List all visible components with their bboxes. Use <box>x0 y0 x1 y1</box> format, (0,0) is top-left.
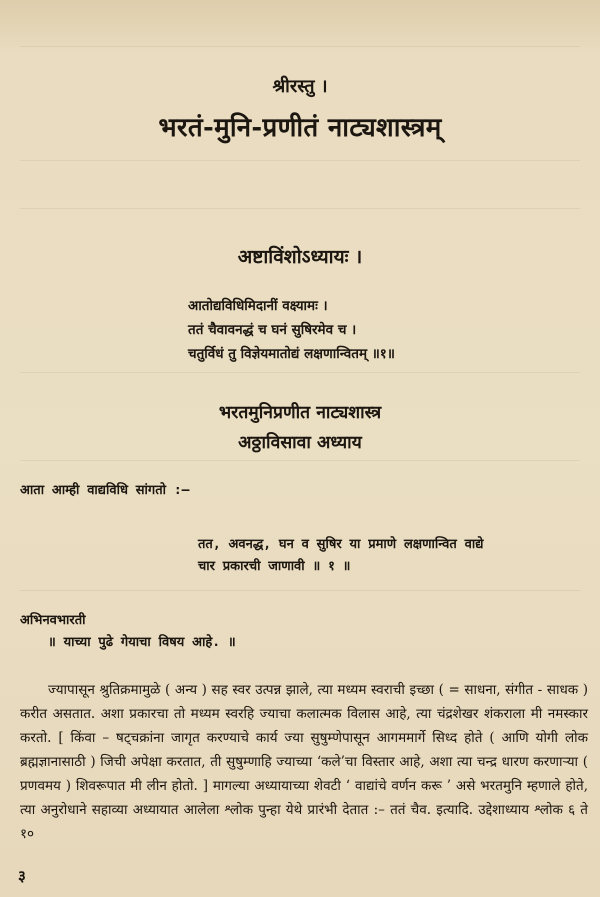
translation-line: तत, अवनद्ध, घन व सुषिर या प्रमाणे लक्षणान्वित वाद्ये <box>198 537 484 552</box>
bleed-through-line <box>20 160 580 161</box>
translation-line: चार प्रकारची जाणावी ॥ १ ॥ <box>198 559 351 574</box>
abhinava-title: अभिनवभारती <box>20 613 86 628</box>
verse-line: ततं चैवावनद्धं च घनं सुषिरमेव च । <box>188 322 357 338</box>
verse-line: चतुर्विधं तु विज्ञेयमातोद्यं लक्षणान्वितम् ॥१॥ <box>188 346 395 362</box>
marathi-title: भरतमुनिप्रणीत नाट्यशास्त्र <box>218 403 382 423</box>
bleed-through-line <box>20 46 580 47</box>
main-title: भरतं-मुनि-प्रणीतं नाट्यशास्त्रम् <box>158 113 442 143</box>
marathi-chapter-title: अठ्ठाविसावा अध्याय <box>238 433 362 453</box>
intro-line: आता आम्ही वाद्यविधि सांगतो :– <box>20 483 190 498</box>
bleed-through-line <box>20 372 580 373</box>
bleed-through-line <box>20 590 580 591</box>
chapter-title: अष्टाविंशोऽध्यायः । <box>237 246 363 268</box>
sanskrit-verse <box>188 294 395 366</box>
page-number: ३ <box>18 867 26 885</box>
commentary-paragraph: ज्यापासून श्रुतिक्रमामुळे ( अन्य ) सह स्वर उत्पन्न झाले, त्या मध्यम स्वराची इच्छा ( = साधना, संगीत - साधक ) करीत असतात. अशा प्रकारचा तो मध्यम स्वरहि ज्याचा कलात्मक विलास आहे, त्या चंद्रशेखर शंकराला मी नमस्कार करतो. [ किंवा – षट्चक्रांना जागृत करण्याचे कार्य ज्या सुषुम्णेपासून आगममार्गे सिध्द होते ( आणि योगी लोक ब्रह्मज्ञानासाठी ) जिची अपेक्षा करतात, ती सुषुम्णाहि ज्याच्या ‘कले’चा विस्तार आहे, अशा त्या चन्द्र धारण करणाऱ्या ( प्रणवमय ) शिवरूपात मी लीन होतो. ] मागल्या अध्यायाच्या शेवटी ‘ वाद्यांचे वर्णन करू ’ असे भरतमुनि म्हणाले होते, त्या अनुरोधाने सहाव्या अध्यायात आलेला श्लोक पुन्हा येथे प्रारंभी देतात :– ततं चैव. इत्यादि. उद्देशाध्याय श्लोक ६ ते १० <box>20 682 588 842</box>
bleed-through-line <box>20 208 580 209</box>
verse-line: आतोद्यविधिमिदानीं वक्ष्यामः । <box>188 298 328 314</box>
bleed-through-line <box>20 460 580 461</box>
abhinava-line: ॥ याच्या पुढे गेयाचा विषय आहे. ॥ <box>48 635 236 650</box>
invocation-heading: श्रीरस्तु । <box>272 76 328 97</box>
verse-translation <box>198 534 483 578</box>
